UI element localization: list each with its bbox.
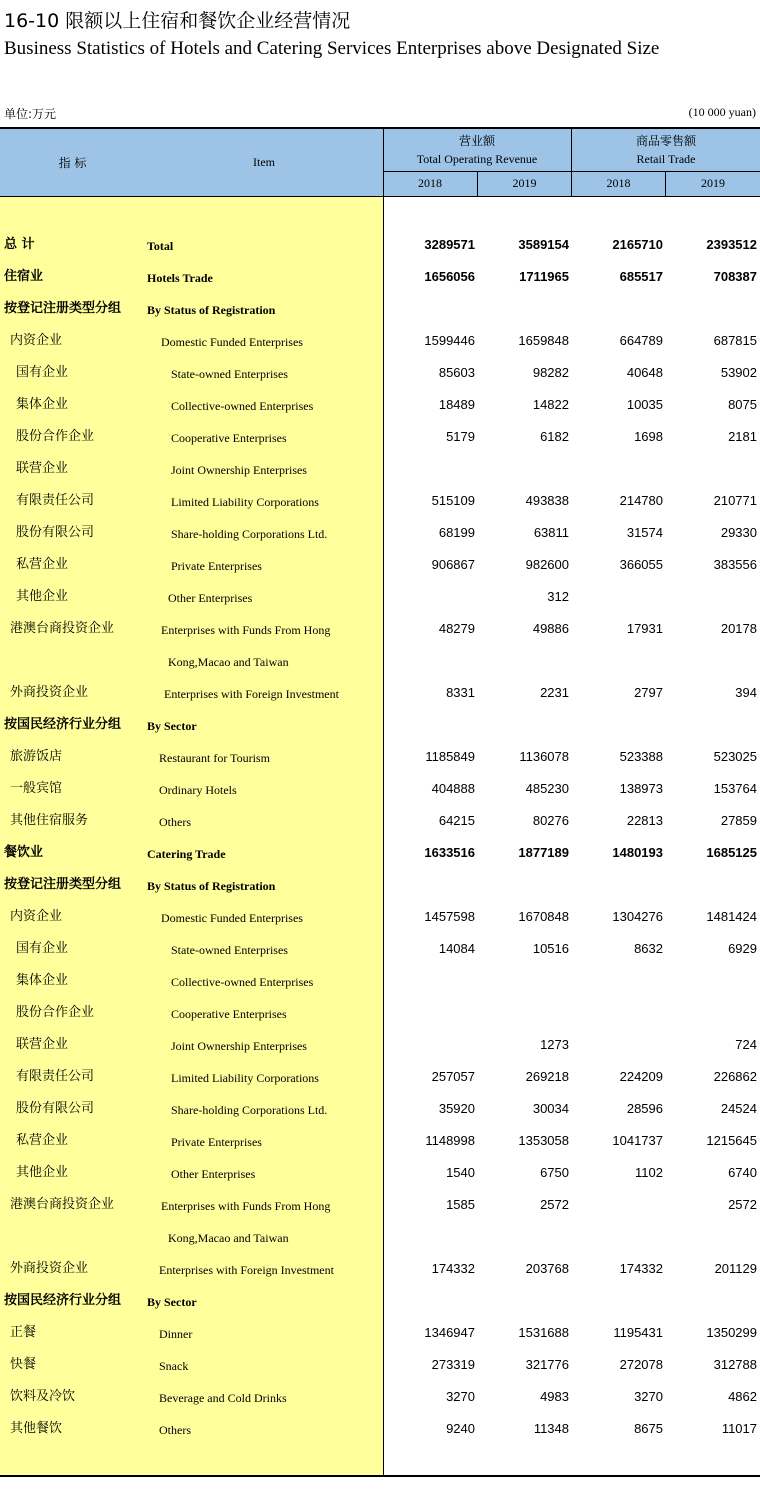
row-value: 226862: [713, 1069, 757, 1084]
row-label-en: Snack: [159, 1359, 189, 1373]
row-value: 8675: [634, 1421, 663, 1436]
row-value: 312: [547, 589, 569, 604]
row-value: 68199: [438, 525, 475, 540]
table-row: [0, 588, 760, 620]
row-value: 2165710: [612, 237, 663, 252]
table-row: [0, 428, 760, 460]
row-label-cn: 国有企业: [16, 941, 69, 956]
row-value: 17931: [626, 621, 663, 636]
unit-label-cn: 单位:万元: [4, 107, 57, 121]
header-indicator-cn: 指 标: [58, 156, 87, 170]
row-label-en: Enterprises with Funds From Hong: [161, 623, 331, 637]
row-value: 53902: [720, 365, 757, 380]
row-label-cn: 股份合作企业: [16, 1005, 95, 1020]
row-value: 1480193: [612, 845, 663, 860]
row-label-en: Enterprises with Foreign Investment: [164, 687, 339, 701]
row-label-cn: 联营企业: [16, 1037, 69, 1052]
table-row: [0, 364, 760, 396]
row-label-cn: 国有企业: [16, 365, 69, 380]
row-value: 906867: [431, 557, 475, 572]
row-value: 49886: [532, 621, 569, 636]
table-row: [0, 236, 760, 268]
row-value: 27859: [720, 813, 757, 828]
table-row: [0, 524, 760, 556]
header-year: 2018: [418, 176, 442, 190]
table-row: [0, 300, 760, 332]
table-row: [0, 332, 760, 364]
row-value: 664789: [619, 333, 663, 348]
row-label-cn: 私营企业: [16, 557, 69, 572]
row-value: 1711965: [519, 269, 569, 284]
row-label-en: Joint Ownership Enterprises: [171, 1039, 307, 1053]
row-value: 2181: [728, 429, 757, 444]
table-row: [0, 620, 760, 652]
row-label-en: Joint Ownership Enterprises: [171, 463, 307, 477]
row-label-en: Kong,Macao and Taiwan: [168, 1231, 289, 1245]
table-row: [0, 1388, 760, 1420]
row-value: 1195431: [613, 1325, 663, 1340]
row-value: 982600: [525, 557, 569, 572]
table-row: [0, 716, 760, 748]
row-label-cn: 外商投资企业: [10, 1261, 89, 1276]
table-row: [0, 684, 760, 716]
row-value: 22813: [626, 813, 663, 828]
table-row: [0, 460, 760, 492]
row-label-en: Private Enterprises: [171, 559, 262, 573]
row-value: 31574: [626, 525, 663, 540]
row-label-cn: 按登记注册类型分组: [4, 877, 122, 892]
header-revenue-cn: 营业额: [458, 134, 495, 148]
row-label-cn: 餐饮业: [4, 845, 44, 860]
row-label-en: Domestic Funded Enterprises: [161, 911, 303, 925]
row-label-en: By Status of Registration: [147, 879, 276, 893]
row-label-cn: 集体企业: [16, 397, 69, 412]
row-value: 687815: [713, 333, 757, 348]
row-value: 2572: [728, 1197, 757, 1212]
row-label-cn: 其他企业: [16, 1165, 69, 1180]
row-value: 1531688: [518, 1325, 569, 1340]
row-label-en: Total: [147, 239, 174, 253]
row-value: 1585: [446, 1197, 475, 1212]
row-value: 383556: [713, 557, 757, 572]
row-value: 515109: [431, 493, 475, 508]
row-value: 1656056: [424, 269, 475, 284]
table-row: [0, 1100, 760, 1132]
row-label-en: State-owned Enterprises: [171, 943, 288, 957]
row-value: 1148998: [425, 1133, 475, 1148]
table-row: [0, 268, 760, 300]
row-value: 30034: [532, 1101, 569, 1116]
row-value: 1633516: [424, 845, 475, 860]
row-value: 138973: [619, 781, 663, 796]
row-value: 3270: [634, 1389, 663, 1404]
row-label-en: Collective-owned Enterprises: [171, 399, 314, 413]
row-label-cn: 私营企业: [16, 1133, 69, 1148]
row-value: 40648: [626, 365, 663, 380]
row-label-cn: 其他企业: [16, 589, 69, 604]
table-row: [0, 1196, 760, 1228]
table-row: [0, 972, 760, 1004]
table-row: [0, 1164, 760, 1196]
header-year: 2019: [512, 176, 537, 190]
row-value: 485230: [525, 781, 569, 796]
row-label-en: Kong,Macao and Taiwan: [168, 655, 289, 669]
table-row: [0, 748, 760, 780]
row-value: 210771: [713, 493, 757, 508]
row-label-cn: 快餐: [10, 1357, 37, 1372]
row-value: 312788: [713, 1357, 757, 1372]
row-label-cn: 旅游饭店: [10, 749, 63, 764]
row-value: 24524: [720, 1101, 757, 1116]
row-value: 11348: [533, 1421, 569, 1436]
row-value: 1041737: [612, 1133, 663, 1148]
row-label-en: Limited Liability Corporations: [171, 1071, 319, 1085]
header-year: 2019: [701, 176, 725, 190]
table-row: [0, 1004, 760, 1036]
row-value: 63811: [533, 525, 569, 540]
row-value: 153764: [713, 781, 757, 796]
header-year: 2018: [606, 176, 631, 190]
row-value: 3270: [446, 1389, 475, 1404]
row-value: 98282: [532, 365, 569, 380]
table-row: [0, 812, 760, 844]
row-value: 48279: [438, 621, 475, 636]
row-value: 64215: [438, 813, 475, 828]
table-row: [0, 876, 760, 908]
row-value: 3589154: [518, 237, 569, 252]
row-value: 4862: [728, 1389, 757, 1404]
row-label-en: State-owned Enterprises: [171, 367, 288, 381]
table-row: [0, 652, 760, 684]
row-value: 4983: [540, 1389, 569, 1404]
row-value: 35920: [438, 1101, 475, 1116]
row-value: 10516: [532, 941, 569, 956]
row-value: 1877189: [518, 845, 569, 860]
row-value: 2797: [634, 685, 663, 700]
row-value: 269218: [525, 1069, 569, 1084]
row-label-cn: 饮料及冷饮: [10, 1389, 76, 1404]
row-label-en: Cooperative Enterprises: [171, 431, 287, 445]
table-row: [0, 1356, 760, 1388]
table-top-rule: [0, 127, 760, 129]
row-value: 1273: [540, 1037, 569, 1052]
row-value: 1599446: [424, 333, 475, 348]
row-label-en: Share-holding Corporations Ltd.: [171, 527, 328, 541]
row-label-en: Other Enterprises: [171, 1167, 256, 1181]
row-label-en: Restaurant for Tourism: [159, 751, 270, 765]
table-row: [0, 1036, 760, 1068]
row-label-en: By Sector: [147, 1295, 197, 1309]
row-value: 9240: [446, 1421, 475, 1436]
row-label-cn: 港澳台商投资企业: [10, 621, 115, 636]
header-retail-cn: 商品零售额: [635, 134, 696, 148]
row-value: 1102: [635, 1165, 663, 1180]
row-value: 1185849: [425, 749, 475, 764]
row-value: 724: [735, 1037, 757, 1052]
row-value: 685517: [619, 269, 663, 284]
row-label-en: Collective-owned Enterprises: [171, 975, 314, 989]
row-label-en: Catering Trade: [147, 847, 226, 861]
row-label-en: Beverage and Cold Drinks: [159, 1391, 287, 1405]
row-value: 14822: [532, 397, 569, 412]
page-title-en: Business Statistics of Hotels and Catering Services Enterprises above Designated Size: [4, 38, 660, 59]
row-label-en: Domestic Funded Enterprises: [161, 335, 303, 349]
table-bottom-rule: [0, 1475, 760, 1477]
row-label-cn: 其他餐饮: [10, 1421, 63, 1436]
row-value: 523025: [713, 749, 757, 764]
row-label-cn: 内资企业: [10, 333, 63, 348]
row-label-en: Hotels Trade: [147, 271, 213, 285]
table-row: [0, 940, 760, 972]
row-value: 14084: [438, 941, 475, 956]
row-value: 1659848: [518, 333, 569, 348]
row-label-en: By Status of Registration: [147, 303, 276, 317]
table-row: [0, 1132, 760, 1164]
row-label-cn: 外商投资企业: [10, 685, 89, 700]
row-value: 366055: [619, 557, 663, 572]
row-value: 272078: [619, 1357, 663, 1372]
table-row: [0, 908, 760, 940]
row-label-cn: 按国民经济行业分组: [4, 717, 122, 732]
row-value: 1136078: [519, 749, 569, 764]
header-retail-en: Retail Trade: [636, 152, 696, 166]
row-label-cn: 按国民经济行业分组: [4, 1293, 122, 1308]
row-value: 394: [735, 685, 757, 700]
row-value: 214780: [619, 493, 663, 508]
table-row: [0, 1260, 760, 1292]
row-value: 2393512: [706, 237, 757, 252]
row-label-en: Cooperative Enterprises: [171, 1007, 287, 1021]
row-label-cn: 股份有限公司: [16, 525, 95, 540]
row-value: 6929: [728, 941, 757, 956]
row-value: 8632: [634, 941, 663, 956]
row-value: 404888: [431, 781, 475, 796]
row-value: 273319: [431, 1357, 475, 1372]
row-label-cn: 股份有限公司: [16, 1101, 95, 1116]
row-label-cn: 其他住宿服务: [10, 813, 89, 828]
table-row: [0, 1420, 760, 1452]
row-value: 6750: [540, 1165, 569, 1180]
row-value: 1685125: [706, 845, 757, 860]
unit-label-en: (10 000 yuan): [688, 105, 756, 119]
table-row: [0, 556, 760, 588]
row-value: 8331: [446, 685, 475, 700]
row-label-en: Enterprises with Funds From Hong: [161, 1199, 331, 1213]
row-value: 1698: [634, 429, 663, 444]
row-label-cn: 联营企业: [16, 461, 69, 476]
row-value: 8075: [728, 397, 757, 412]
row-label-cn: 住宿业: [4, 269, 44, 284]
row-value: 20178: [720, 621, 757, 636]
row-label-cn: 正餐: [10, 1325, 37, 1340]
row-value: 1350299: [706, 1325, 757, 1340]
row-value: 1304276: [612, 909, 663, 924]
row-value: 493838: [525, 493, 569, 508]
row-label-en: Others: [159, 815, 191, 829]
row-label-cn: 内资企业: [10, 909, 63, 924]
row-value: 29330: [720, 525, 757, 540]
row-label-cn: 总 计: [4, 237, 35, 252]
row-value: 2572: [540, 1197, 569, 1212]
row-value: 257057: [431, 1069, 475, 1084]
row-value: 224209: [619, 1069, 663, 1084]
table-row: [0, 1324, 760, 1356]
row-value: 28596: [626, 1101, 663, 1116]
row-value: 174332: [431, 1261, 475, 1276]
row-value: 203768: [525, 1261, 569, 1276]
row-value: 1540: [446, 1165, 475, 1180]
table-row: [0, 780, 760, 812]
row-label-cn: 一般宾馆: [10, 781, 63, 796]
row-label-cn: 集体企业: [16, 973, 69, 988]
row-label-en: Enterprises with Foreign Investment: [159, 1263, 334, 1277]
row-label-en: Ordinary Hotels: [159, 783, 237, 797]
row-value: 1353058: [518, 1133, 569, 1148]
header-bottom-rule: [0, 196, 760, 197]
row-label-en: Limited Liability Corporations: [171, 495, 319, 509]
row-value: 3289571: [424, 237, 475, 252]
row-value: 708387: [713, 269, 757, 284]
row-value: 523388: [619, 749, 663, 764]
header-item-en: Item: [253, 155, 275, 169]
table-row: [0, 1228, 760, 1260]
header-revenue-en: Total Operating Revenue: [416, 152, 538, 166]
row-value: 10035: [626, 397, 663, 412]
row-value: 80276: [532, 813, 569, 828]
row-value: 18489: [438, 397, 475, 412]
page-title-cn: 16-10 限额以上住宿和餐饮企业经营情况: [4, 10, 351, 32]
row-label-cn: 有限责任公司: [16, 493, 95, 508]
row-label-cn: 有限责任公司: [16, 1069, 95, 1084]
table-row: [0, 1292, 760, 1324]
row-value: 1481424: [706, 909, 757, 924]
row-label-en: Private Enterprises: [171, 1135, 262, 1149]
row-value: 6740: [728, 1165, 757, 1180]
row-label-en: Dinner: [159, 1327, 193, 1341]
row-label-cn: 按登记注册类型分组: [4, 301, 122, 316]
row-value: 1670848: [518, 909, 569, 924]
row-value: 5179: [446, 429, 475, 444]
row-label-cn: 股份合作企业: [16, 429, 95, 444]
table-row: [0, 844, 760, 876]
row-label-en: Share-holding Corporations Ltd.: [171, 1103, 328, 1117]
row-label-en: Others: [159, 1423, 191, 1437]
row-value: 201129: [714, 1261, 757, 1276]
row-value: 1346947: [424, 1325, 475, 1340]
table-row: [0, 396, 760, 428]
row-value: 1215645: [706, 1133, 757, 1148]
row-label-en: Other Enterprises: [168, 591, 253, 605]
row-label-cn: 港澳台商投资企业: [10, 1197, 115, 1212]
row-value: 1457598: [424, 909, 475, 924]
table-row: [0, 492, 760, 524]
row-value: 2231: [540, 685, 569, 700]
row-value: 321776: [525, 1357, 569, 1372]
row-value: 85603: [438, 365, 475, 380]
row-value: 6182: [540, 429, 569, 444]
row-value: 174332: [619, 1261, 663, 1276]
table-row: [0, 1068, 760, 1100]
row-label-en: By Sector: [147, 719, 197, 733]
row-value: 11017: [721, 1421, 757, 1436]
